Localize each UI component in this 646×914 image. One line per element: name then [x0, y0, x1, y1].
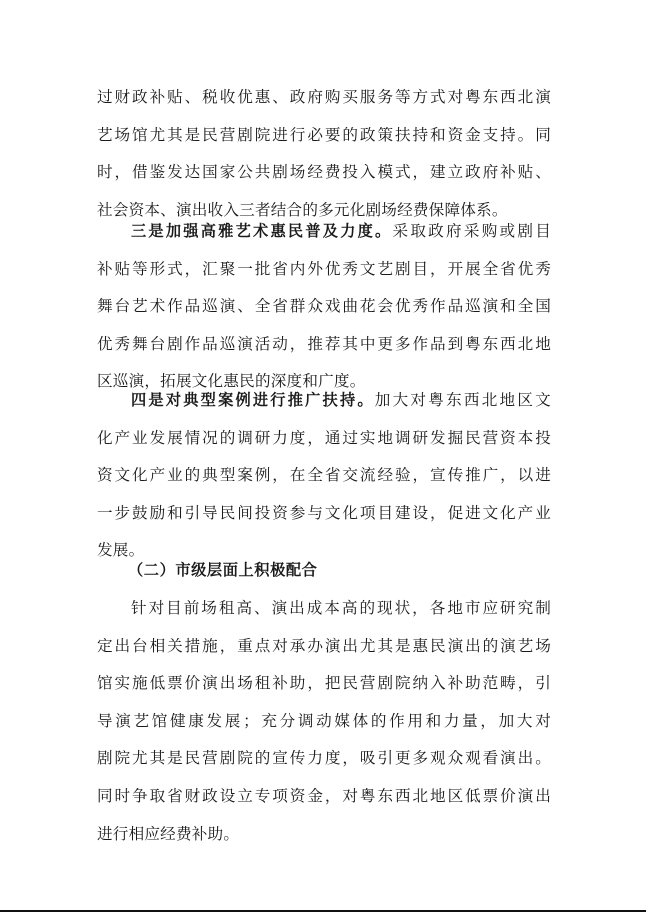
- page-bottom-divider: [0, 910, 646, 912]
- text-line: 定出台相关措施，重点对承办演出尤其是惠民演出的演艺场: [97, 636, 551, 655]
- paragraph-lead-rest: 采取政府采购或剧目: [392, 222, 552, 240]
- paragraph-lead: 三是加强高雅艺术惠民普及力度。: [131, 222, 393, 240]
- paragraph-art-outreach: [97, 213, 551, 401]
- text-line: 一步鼓励和引导民间投资参与文化项目建设，促进文化产业: [97, 503, 551, 522]
- text-line: 馆实施低票价演出场租补助，把民营剧院纳入补助范畴，引: [97, 674, 551, 693]
- text-line: 同时争取省财政设立专项资金，对粤东西北地区低票价演出: [97, 786, 551, 805]
- text-line: 针对目前场租高、演出成本高的现状，各地市应研究制: [131, 599, 551, 617]
- text-line: 进行相应经费补助。: [97, 824, 240, 843]
- text-line: 优秀舞台剧作品巡演活动，推荐其中更多作品到粤东西北地: [97, 334, 551, 353]
- text-line-first: [97, 382, 551, 420]
- text-line: 导演艺馆健康发展；充分调动媒体的作用和力量，加大对: [97, 711, 551, 730]
- paragraph-case-promotion: [97, 382, 551, 570]
- text-line: 资文化产业的典型案例，在全省交流经验，宣传推广，以进: [97, 466, 551, 485]
- paragraph-lead: 四是对典型案例进行推广扶持。: [131, 391, 375, 409]
- text-line: 补贴等形式，汇聚一批省内外优秀文艺剧目，开展全省优秀: [97, 259, 551, 278]
- paragraph-lead-rest: 加大对粤东西北地区文: [374, 391, 551, 409]
- text-line: 剧院尤其是民营剧院的宣传力度，吸引更多观众观看演出。: [97, 749, 551, 768]
- text-line: 艺场馆尤其是民营剧院进行必要的政策扶持和资金支持。同: [97, 125, 551, 144]
- text-line: 时，借鉴发达国家公共剧场经费投入模式，建立政府补贴、: [97, 163, 551, 182]
- text-line: 区巡演，拓展文化惠民的深度和广度。: [97, 372, 366, 391]
- paragraph-policy-support: [97, 79, 551, 229]
- text-line: 舞台艺术作品巡演、全省群众戏曲花会优秀作品巡演和全国: [97, 297, 551, 316]
- text-line: 过财政补贴、税收优惠、政府购买服务等方式对粤东西北演: [97, 88, 551, 106]
- text-line: 社会资本、演出收入三者结合的多元化剧场经费保障体系。: [97, 200, 508, 219]
- paragraph-city-measures: [97, 590, 551, 853]
- text-line-first: [97, 213, 551, 251]
- section-heading: （二）市级层面上积极配合: [128, 561, 318, 579]
- text-line: 发展。: [97, 541, 145, 560]
- text-line: 化产业发展情况的调研力度，通过实地调研发掘民营资本投: [97, 428, 551, 447]
